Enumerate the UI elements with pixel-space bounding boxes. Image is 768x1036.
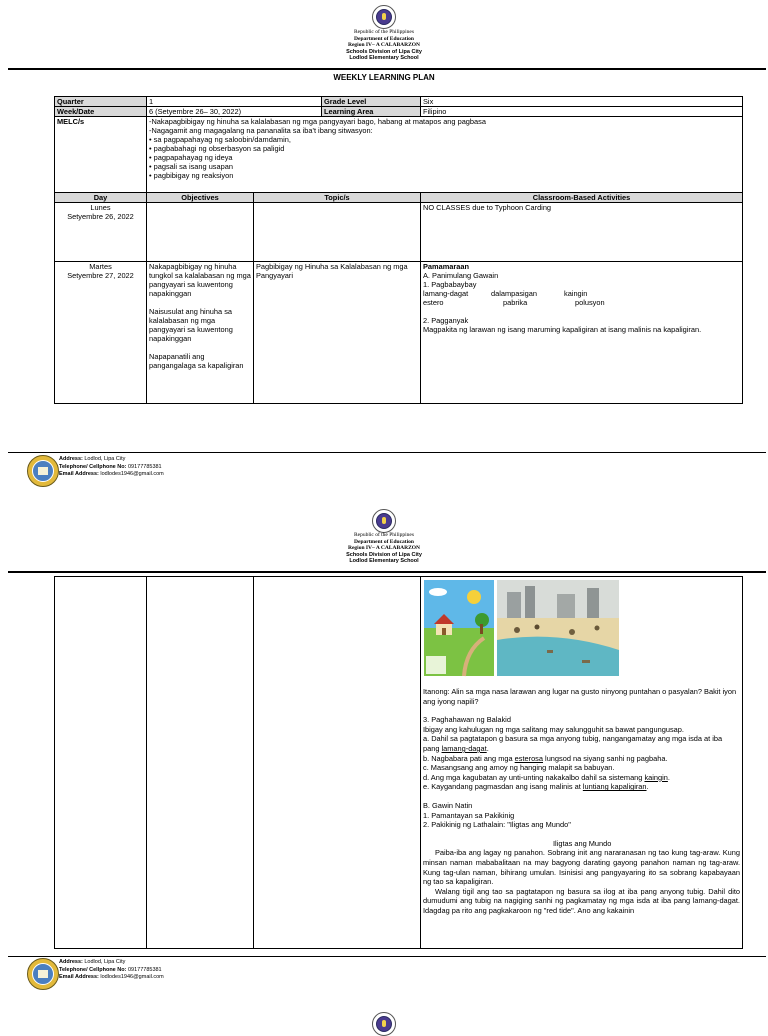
day1-date: Setyembre 26, 2022	[67, 212, 134, 221]
dept-text: Department of Education	[354, 538, 414, 545]
footer-rule	[8, 452, 766, 453]
objective: Naisusulat ang hinuha sa kalalabasan ng mga pangyayari sa kuwentong napakinggan	[149, 307, 233, 343]
division-text: Schools Division of Lipa City	[346, 48, 422, 55]
email-label: Email Address:	[59, 974, 99, 980]
item-a: a. Dahil sa pagtatapon g basura sa mga anyong tubig, nangangamatay ang mga isda at iba pang lamang-dagat.	[423, 734, 723, 753]
address-value: Lodlod, Lipa City	[84, 456, 126, 462]
melc-content	[147, 117, 743, 193]
melc-line: • pagpapahayag ng ideya	[149, 153, 233, 162]
page-title: WEEKLY LEARNING PLAN	[333, 73, 435, 82]
objective: Napapanatili ang pangangalaga sa kapaligiran	[149, 352, 244, 370]
b-1: 1. Pamantayan sa Pakikinig	[423, 810, 515, 820]
spelling-word: dalampasigan	[491, 289, 538, 298]
grade-value: Six	[421, 97, 743, 107]
area-value: Filipino	[421, 107, 743, 117]
quarter-label: Quarter	[55, 97, 147, 107]
phone-value: 09177785381	[127, 463, 162, 470]
melc-line: • sa pagpapahayag ng saloobin/damdamin,	[149, 135, 291, 144]
week-label: Week/Date	[55, 107, 147, 117]
col-topics: Topic/s	[254, 193, 421, 203]
deped-seal	[372, 509, 396, 533]
col-day: Day	[55, 193, 147, 203]
day1-cell	[55, 203, 147, 262]
melc-line: • pagsali sa isang usapan	[149, 162, 233, 171]
address-value: Lodlod, Lipa City	[84, 959, 126, 965]
email-value: lodlodes1946@gmail.com	[100, 974, 164, 980]
day2-activities	[421, 262, 743, 404]
address-label: Address:	[59, 456, 83, 462]
topic-cell	[254, 577, 421, 949]
question-text: Itanong: Alin sa mga nasa larawan ang lugar na gusto ninyong puntahan o pasyalan? Bakit iyon ang iyong napili?	[423, 687, 737, 706]
act-2-text: Magpakita ng larawan ng isang maruming kapaligiran at isang malinis na kapaligiran.	[423, 325, 702, 334]
phone-value: 09177785381	[127, 966, 162, 973]
word-row	[423, 298, 740, 307]
act-2: 2. Pagganyak	[423, 316, 469, 325]
objectives-cell	[147, 577, 254, 949]
email-label: Email Address:	[59, 471, 99, 477]
deped-seal	[372, 1012, 396, 1036]
polluted-environment-image	[497, 580, 619, 676]
school-text: Lodlod Elementary School	[349, 55, 419, 61]
spelling-word: lamang-dagat	[423, 289, 469, 298]
melc-line: • pagbibigay ng reaksiyon	[149, 171, 234, 180]
melc-label: MELC/s	[55, 117, 147, 193]
wlp-table-continued	[54, 576, 743, 949]
letterhead	[0, 532, 768, 565]
dept-text: Department of Education	[354, 35, 414, 42]
grade-label: Grade Level	[322, 97, 421, 107]
word-row	[423, 289, 740, 298]
spelling-word: pabrika	[503, 298, 528, 307]
melc-line: -Nakapagbibigay ng hinuha sa kalalabasan ng mga pangyayari bago, habang at matapos ang pagbasa	[149, 117, 486, 126]
area-label: Learning Area	[322, 107, 421, 117]
address-label: Address:	[59, 959, 83, 965]
wlp-table	[54, 96, 743, 404]
act-1: 1. Pagbabaybay	[423, 280, 477, 289]
letterhead	[0, 29, 768, 62]
b-2: 2. Pakikinig ng Lathalain: "Iligtas ang Mundo"	[423, 820, 571, 830]
republic-text: Republic of the Philippines	[353, 29, 415, 35]
spelling-word: estero	[423, 298, 444, 307]
region-text: Region IV– A CALABARZON	[348, 545, 420, 551]
clean-environment-image	[424, 580, 494, 676]
week-value: 6 (Setyembre 26– 30, 2022)	[147, 107, 322, 117]
day-cell	[55, 577, 147, 949]
p3-heading: 3. Paghahawan ng Balakid	[423, 715, 511, 725]
division-text: Schools Division of Lipa City	[346, 551, 422, 558]
spelling-word: polusyon	[575, 298, 605, 307]
item-b: b. Nagbabara pati ang mga esterosa lungsod na siyang sanhi ng pagbaha.	[423, 753, 668, 763]
day2-objectives	[147, 262, 254, 404]
school-text: Lodlod Elementary School	[349, 558, 419, 564]
quarter-value: 1	[147, 97, 322, 107]
item-e: e. Kaygandang pagmasdan ang isang malinis at luntiang kapaligiran.	[423, 782, 649, 792]
day2-day: Martes	[89, 262, 112, 271]
melc-line: -Nagagamit ang magagalang na pananalita sa iba't ibang sitwasyon:	[149, 126, 373, 135]
email-value: lodlodes1946@gmail.com	[100, 471, 164, 477]
phone-label: Telephone/ Cellphone No:	[59, 463, 127, 470]
b-heading: B. Gawin Natin	[423, 800, 473, 810]
footer-rule	[8, 956, 766, 957]
deped-seal	[372, 5, 396, 29]
act-heading: Pamamaraan	[423, 262, 470, 271]
item-c: c. Masangsang ang amoy ng hanging malapit sa babuyan.	[423, 763, 615, 773]
header-rule	[8, 571, 766, 573]
act-a: A. Panimulang Gawain	[423, 271, 499, 280]
p3-intro: Ibigay ang kahulugan ng mga salitang may salungguhit sa bawat pangungusap.	[423, 724, 684, 734]
col-activities: Classroom-Based Activities	[421, 193, 743, 203]
day2-cell	[55, 262, 147, 404]
story-paragraph: Paiba-iba ang lagay ng panahon. Sobrang init ang nararanasan ng tao kung tag-araw. Kung minsan naman mababalitaan na may bagyong darating gayong panahon naman ng tag-araw. Kung tag-ulan naman, bihirang umulan. Isinisisi ang pangyayaring ito sa sobrang kapabayaan ng tao sa kapaligiran.	[423, 848, 740, 887]
day1-objectives	[147, 203, 254, 262]
school-logo-icon	[27, 958, 59, 990]
phone-label: Telephone/ Cellphone No:	[59, 966, 127, 973]
day1-day: Lunes	[90, 203, 111, 212]
day2-topic: Pagbibigay ng Hinuha sa Kalalabasan ng mga Pangyayari	[254, 262, 421, 404]
day2-date: Setyembre 27, 2022	[67, 271, 134, 280]
header-rule	[8, 68, 766, 70]
region-text: Region IV– A CALABARZON	[348, 42, 420, 48]
objective: Nakapagbibigay ng hinuha tungkol sa kalalabasan ng mga pangyayari sa kuwentong napakinggan	[149, 262, 251, 298]
melc-line: • pagbabahagi ng obserbasyon sa paligid	[149, 144, 285, 153]
day1-activity: NO CLASSES due to Typhoon Carding	[421, 203, 743, 262]
col-objectives: Objectives	[147, 193, 254, 203]
story-title: Iligtas ang Mundo	[553, 838, 612, 848]
school-logo-icon	[27, 455, 59, 487]
spelling-word: kaingin	[564, 289, 588, 298]
item-d: d. Ang mga kagubatan ay unti-unting nakakalbo dahil sa sistemang kaingin.	[423, 772, 670, 782]
story-paragraph: Walang tigil ang tao sa pagtatapon ng basura sa ilog at iba pang anyong tubig. Dahil dito dumudumi ang tubig na nagiging sanhi ng pagkamatay ng mga isda at iba pang lamang-dagat. Idagdag pa rito ang pagkakaroon ng "red tide". Ano ang kakainin	[423, 886, 740, 915]
republic-text: Republic of the Philippines	[353, 532, 415, 538]
day1-topic	[254, 203, 421, 262]
